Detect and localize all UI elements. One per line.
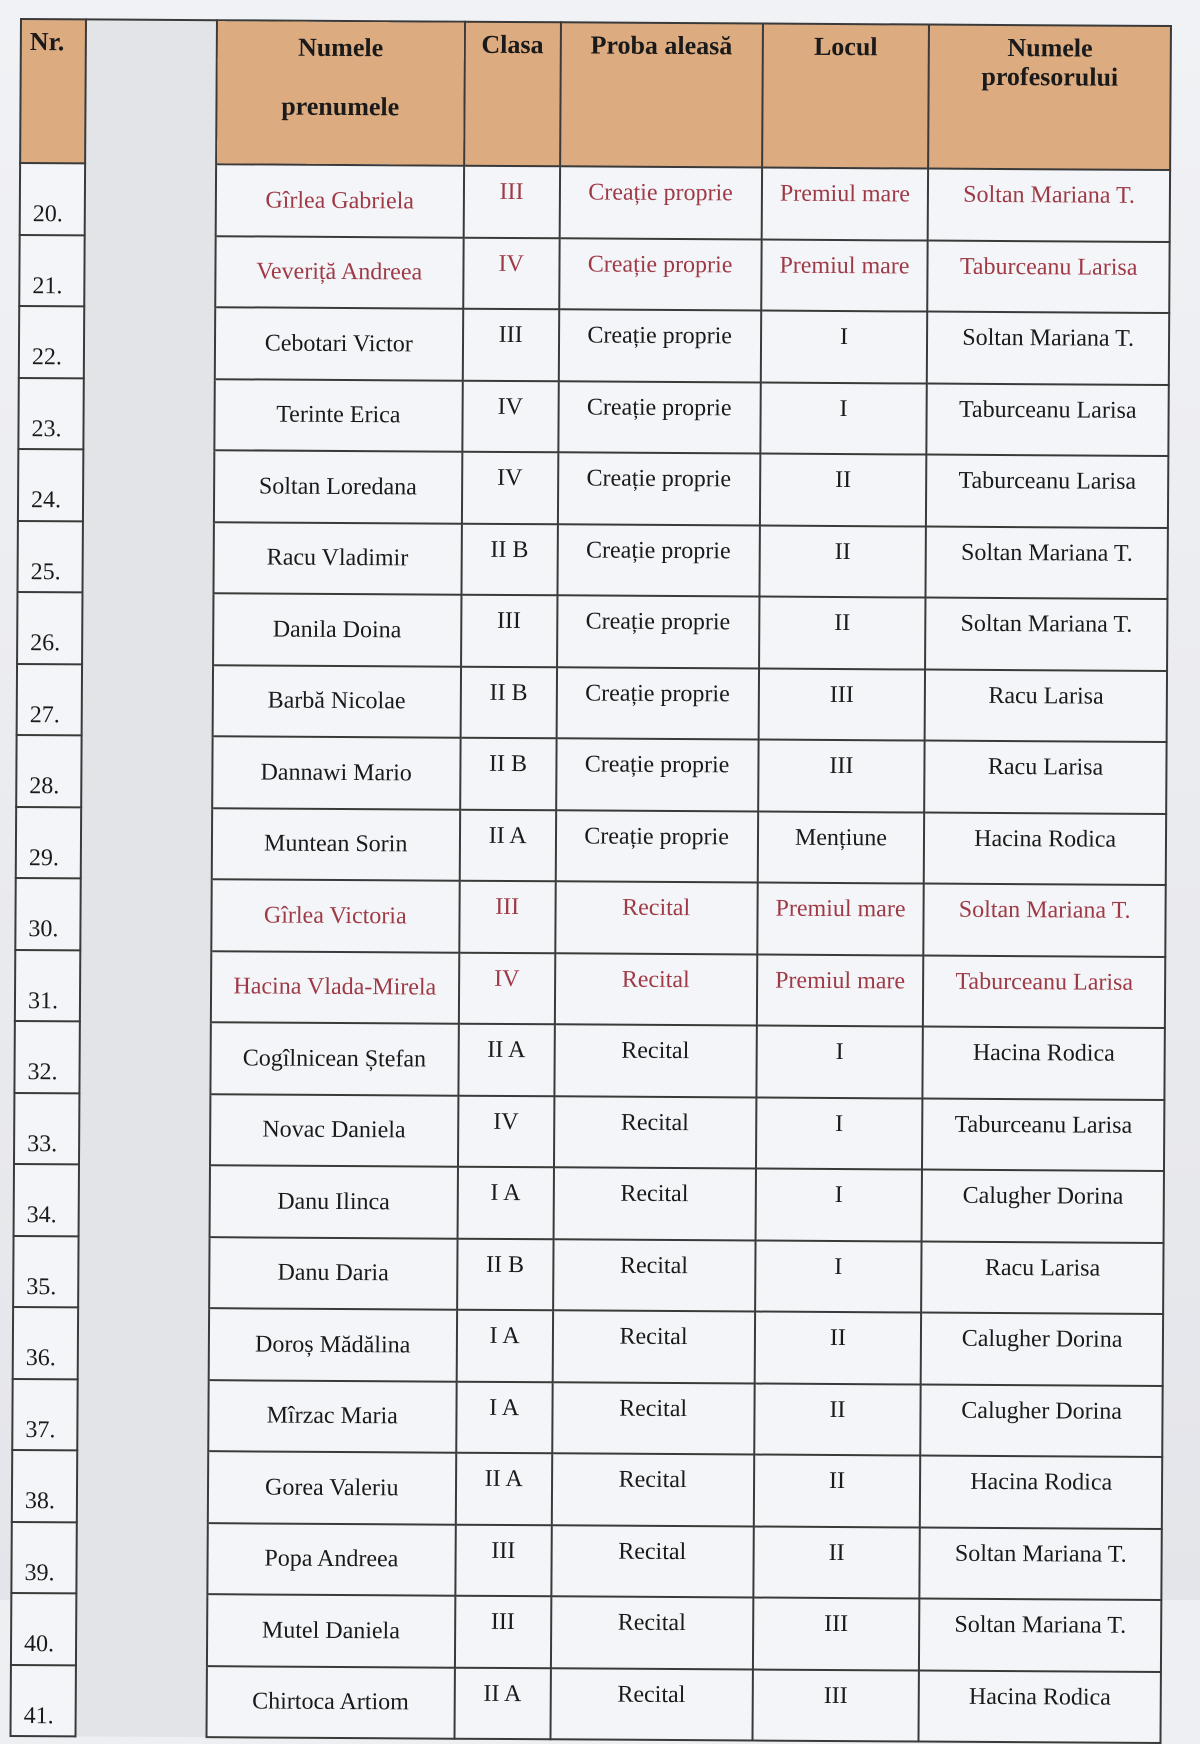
- cell-class: I A: [456, 1381, 552, 1453]
- cell-event: Creație proprie: [556, 738, 759, 811]
- cell-nr: 36.: [13, 1307, 78, 1379]
- cell-name: Racu Vladimir: [213, 522, 461, 595]
- header-place: Locul: [762, 24, 930, 169]
- cell-teacher: Soltan Mariana T.: [925, 598, 1167, 671]
- cell-place: Premiul mare: [756, 954, 923, 1027]
- cell-class: III: [455, 1596, 551, 1668]
- cell-class: IV: [462, 380, 558, 452]
- table-row: [14, 1092, 1164, 1171]
- cell-teacher: Racu Larisa: [924, 741, 1166, 814]
- cell-gap: [79, 1021, 211, 1093]
- cell-class: IV: [458, 1095, 554, 1167]
- cell-class: III: [459, 881, 555, 953]
- cell-event: Recital: [551, 1525, 754, 1598]
- cell-place: III: [752, 1669, 919, 1742]
- cell-nr: 31.: [15, 949, 80, 1021]
- header-nr: Nr.: [20, 19, 85, 163]
- cell-gap: [76, 1522, 208, 1594]
- cell-teacher: Soltan Mariana T.: [919, 1599, 1161, 1672]
- cell-class: III: [455, 1524, 551, 1596]
- cell-gap: [82, 521, 214, 593]
- table-row: [17, 592, 1167, 671]
- cell-nr: 39.: [11, 1521, 76, 1593]
- cell-event: Creație proprie: [556, 667, 759, 740]
- cell-place: Premiul mare: [761, 239, 928, 312]
- table-row: [15, 949, 1165, 1028]
- cell-name: Novac Daniela: [210, 1094, 458, 1167]
- cell-teacher: Calugher Dorina: [921, 1313, 1163, 1386]
- cell-event: Creație proprie: [559, 166, 762, 239]
- cell-name: Mîrzac Maria: [208, 1380, 456, 1453]
- cell-class: I A: [456, 1310, 552, 1382]
- cell-gap: [81, 664, 213, 736]
- cell-class: II A: [459, 809, 555, 881]
- cell-name: Gîrlea Gabriela: [216, 164, 464, 237]
- cell-event: Recital: [550, 1668, 753, 1741]
- cell-event: Recital: [551, 1453, 754, 1526]
- cell-nr: 25.: [17, 520, 82, 592]
- cell-class: II A: [458, 1024, 554, 1096]
- cell-gap: [81, 735, 213, 807]
- cell-teacher: Hacina Rodica: [924, 812, 1166, 885]
- cell-place: II: [759, 525, 926, 598]
- header-class: Clasa: [464, 22, 561, 167]
- cell-name: Doroș Mădălina: [209, 1308, 457, 1381]
- table-row: [13, 1307, 1163, 1386]
- cell-teacher: Taburceanu Larisa: [923, 955, 1165, 1028]
- cell-gap: [80, 878, 212, 950]
- cell-class: IV: [459, 952, 555, 1024]
- header-teacher: Numele profesorului: [928, 25, 1171, 170]
- table-row: [12, 1450, 1162, 1529]
- cell-name: Danu Ilinca: [209, 1165, 457, 1238]
- cell-event: Creație proprie: [558, 381, 761, 454]
- table-row: [18, 449, 1168, 528]
- table-row: [16, 735, 1166, 814]
- cell-class: II B: [460, 738, 556, 810]
- header-gap-column: [85, 19, 217, 164]
- cell-name: Soltan Loredana: [214, 450, 462, 523]
- cell-class: IV: [463, 237, 559, 309]
- cell-teacher: Soltan Mariana T.: [927, 312, 1169, 385]
- cell-place: II: [753, 1526, 920, 1599]
- cell-nr: 23.: [18, 377, 83, 449]
- cell-event: Recital: [552, 1382, 755, 1455]
- cell-place: I: [756, 1026, 923, 1099]
- cell-name: Gorea Valeriu: [208, 1451, 456, 1524]
- cell-gap: [80, 807, 212, 879]
- cell-gap: [79, 1093, 211, 1165]
- cell-class: I A: [457, 1167, 553, 1239]
- cell-nr: 24.: [18, 449, 83, 521]
- cell-teacher: Calugher Dorina: [921, 1384, 1163, 1457]
- cell-event: Recital: [553, 1239, 756, 1312]
- cell-name: Dannawi Mario: [212, 736, 460, 809]
- cell-name: Cebotari Victor: [215, 307, 463, 380]
- cell-teacher: Hacina Rodica: [923, 1027, 1165, 1100]
- table-row: [16, 806, 1166, 885]
- cell-event: Creație proprie: [558, 309, 761, 382]
- table-row: [14, 1021, 1164, 1100]
- table-row: [19, 235, 1169, 314]
- cell-nr: 32.: [14, 1021, 79, 1093]
- cell-place: I: [755, 1169, 922, 1242]
- cell-class: III: [463, 166, 559, 238]
- cell-nr: 40.: [11, 1593, 76, 1665]
- cell-place: I: [760, 382, 927, 455]
- table-row: [17, 520, 1167, 599]
- cell-event: Creație proprie: [559, 238, 762, 311]
- cell-event: Recital: [554, 953, 757, 1026]
- cell-event: Creație proprie: [557, 595, 760, 668]
- cell-class: II A: [456, 1453, 552, 1525]
- cell-event: Creație proprie: [557, 524, 760, 597]
- cell-class: II B: [457, 1238, 553, 1310]
- cell-name: Terinte Erica: [214, 379, 462, 452]
- cell-nr: 20.: [20, 163, 85, 235]
- cell-nr: 38.: [12, 1450, 77, 1522]
- cell-teacher: Soltan Mariana T.: [928, 169, 1170, 242]
- cell-class: III: [463, 309, 559, 381]
- cell-gap: [76, 1593, 208, 1665]
- cell-name: Mutel Daniela: [207, 1594, 455, 1667]
- cell-place: II: [754, 1383, 921, 1456]
- cell-event: Recital: [553, 1167, 756, 1240]
- cell-teacher: Hacina Rodica: [920, 1456, 1162, 1529]
- cell-class: IV: [462, 452, 558, 524]
- cell-teacher: Racu Larisa: [921, 1241, 1163, 1314]
- table-row: [18, 377, 1168, 456]
- cell-place: II: [759, 597, 926, 670]
- cell-place: III: [758, 740, 925, 813]
- cell-class: II A: [454, 1667, 550, 1739]
- cell-nr: 37.: [12, 1378, 77, 1450]
- cell-gap: [77, 1379, 209, 1451]
- cell-nr: 29.: [16, 806, 81, 878]
- cell-teacher: Racu Larisa: [925, 669, 1167, 742]
- cell-gap: [79, 950, 211, 1022]
- cell-gap: [78, 1236, 210, 1308]
- cell-teacher: Taburceanu Larisa: [926, 455, 1168, 528]
- cell-event: Recital: [552, 1310, 755, 1383]
- cell-class: III: [461, 595, 557, 667]
- table-row: [11, 1521, 1161, 1600]
- cell-event: Recital: [554, 1096, 757, 1169]
- cell-name: Hacina Vlada-Mirela: [211, 951, 459, 1024]
- cell-event: Recital: [550, 1596, 753, 1669]
- results-table: [9, 18, 1171, 1744]
- header-name-line1: Numele: [297, 32, 384, 63]
- cell-teacher: Soltan Mariana T.: [920, 1527, 1162, 1600]
- table-row: [15, 878, 1165, 957]
- cell-place: I: [756, 1097, 923, 1170]
- cell-gap: [83, 378, 215, 450]
- table-row: [13, 1235, 1163, 1314]
- cell-nr: 26.: [17, 592, 82, 664]
- cell-place: II: [760, 454, 927, 527]
- cell-name: Veveriță Andreea: [215, 236, 463, 309]
- cell-name: Cogîlnicean Ștefan: [210, 1022, 458, 1095]
- cell-place: Mențiune: [757, 811, 924, 884]
- cell-place: II: [754, 1312, 921, 1385]
- cell-teacher: Soltan Mariana T.: [924, 884, 1166, 957]
- header-name-line2: prenumele: [281, 91, 400, 121]
- cell-name: Danila Doina: [213, 593, 461, 666]
- table-row: [11, 1664, 1161, 1743]
- table-row: [14, 1164, 1164, 1243]
- cell-nr: 35.: [13, 1235, 78, 1307]
- cell-nr: 27.: [17, 663, 82, 735]
- cell-place: I: [755, 1240, 922, 1313]
- cell-place: Premiul mare: [757, 883, 924, 956]
- cell-place: III: [753, 1598, 920, 1671]
- table-row: [11, 1593, 1161, 1672]
- cell-gap: [77, 1307, 209, 1379]
- cell-name: Muntean Sorin: [212, 808, 460, 881]
- header-row: [20, 19, 1171, 170]
- cell-name: Gîrlea Victoria: [211, 879, 459, 952]
- cell-place: III: [758, 668, 925, 741]
- cell-nr: 41.: [11, 1664, 76, 1736]
- cell-gap: [83, 449, 215, 521]
- cell-nr: 28.: [16, 735, 81, 807]
- cell-nr: 30.: [15, 878, 80, 950]
- cell-gap: [84, 163, 216, 235]
- cell-nr: 22.: [19, 306, 84, 378]
- cell-place: II: [753, 1455, 920, 1528]
- cell-place: I: [760, 311, 927, 384]
- cell-gap: [75, 1665, 207, 1737]
- table-row: [20, 163, 1170, 242]
- cell-teacher: Taburceanu Larisa: [927, 383, 1169, 456]
- cell-event: Recital: [555, 881, 758, 954]
- table-row: [17, 663, 1167, 742]
- cell-gap: [76, 1450, 208, 1522]
- cell-gap: [78, 1164, 210, 1236]
- cell-name: Popa Andreea: [207, 1523, 455, 1596]
- cell-event: Recital: [554, 1024, 757, 1097]
- cell-name: Danu Daria: [209, 1237, 457, 1310]
- cell-gap: [84, 235, 216, 307]
- cell-class: II B: [461, 523, 557, 595]
- cell-gap: [83, 306, 215, 378]
- cell-teacher: Taburceanu Larisa: [922, 1098, 1164, 1171]
- table-row: [19, 306, 1169, 385]
- header-event: Proba aleasă: [560, 22, 763, 167]
- cell-class: II B: [460, 666, 556, 738]
- cell-event: Creație proprie: [557, 452, 760, 525]
- table-row: [12, 1378, 1162, 1457]
- cell-nr: 34.: [14, 1164, 79, 1236]
- cell-nr: 21.: [19, 235, 84, 307]
- cell-name: Chirtoca Artiom: [206, 1666, 454, 1739]
- cell-name: Barbă Nicolae: [212, 665, 460, 738]
- header-name: [216, 20, 465, 166]
- cell-teacher: Calugher Dorina: [922, 1170, 1164, 1243]
- cell-teacher: Hacina Rodica: [919, 1670, 1161, 1743]
- cell-teacher: Taburceanu Larisa: [928, 240, 1170, 313]
- cell-place: Premiul mare: [761, 168, 928, 241]
- cell-nr: 33.: [14, 1092, 79, 1164]
- cell-event: Creație proprie: [555, 810, 758, 883]
- cell-gap: [82, 592, 214, 664]
- cell-teacher: Soltan Mariana T.: [926, 526, 1168, 599]
